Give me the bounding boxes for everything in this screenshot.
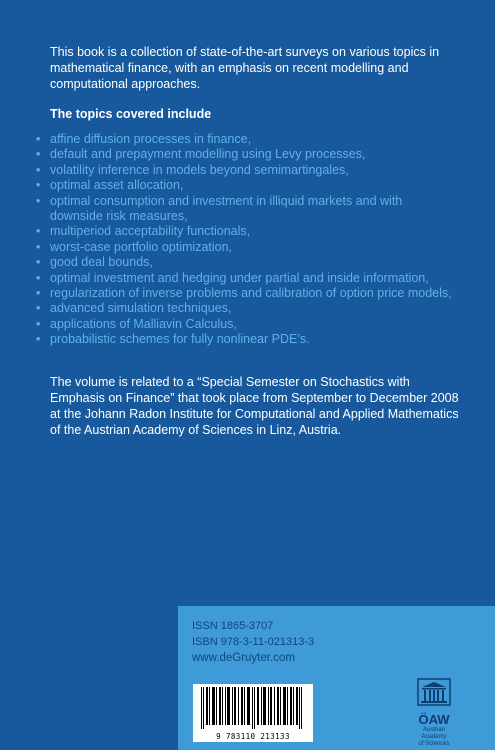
topics-heading: The topics covered include xyxy=(50,107,212,121)
topics-list xyxy=(36,132,456,348)
bullet-icon: • xyxy=(36,162,41,177)
building-icon xyxy=(417,678,451,706)
logo-text: ÖAW xyxy=(418,712,450,727)
intro-paragraph: This book is a collection of state-of-the-art surveys on various topics in mathematical finance, with an emphasis on recent modelling and computational approaches. xyxy=(50,45,440,91)
barcode xyxy=(193,684,313,742)
bullet-icon: • xyxy=(36,332,41,347)
list-item: • affine diffusion processes in finance, xyxy=(36,132,252,146)
list-item: • regularization of inverse problems and calibration of option price models, xyxy=(36,286,452,301)
bullet-icon: • xyxy=(36,239,41,254)
list-item: • default and prepayment modelling using Levy processes, xyxy=(36,147,366,162)
list-item: • multiperiod acceptability functionals, xyxy=(36,224,251,239)
list-item: • optimal consumption and investment in illiquid markets and with downside risk measures, xyxy=(36,193,403,224)
bullet-icon: • xyxy=(36,193,41,208)
bullet-icon: • xyxy=(36,255,41,270)
bullet-icon: • xyxy=(36,286,41,301)
publisher-url: www.deGruyter.com xyxy=(192,652,295,664)
bullet-icon: • xyxy=(36,316,41,331)
bullet-icon: • xyxy=(36,224,41,239)
bullet-icon: • xyxy=(36,270,41,285)
list-item: • probabilistic schemes for fully nonlinear PDE’s. xyxy=(36,332,310,347)
bullet-icon: • xyxy=(36,301,41,316)
list-item: • good deal bounds, xyxy=(36,255,153,270)
list-item: • advanced simulation techniques, xyxy=(36,301,232,316)
list-item: • volatility inference in models beyond semimartingales, xyxy=(36,162,349,177)
logo-subtext: Austrian Academy of Sciences xyxy=(418,727,450,747)
list-item: • optimal investment and hedging under partial and inside information, xyxy=(36,270,429,285)
barcode-digits: 9 783110 213133 xyxy=(216,732,290,741)
list-item: • worst-case portfolio optimization, xyxy=(36,239,233,254)
issn: ISSN 1865-3707 xyxy=(192,620,274,632)
closing-paragraph: The volume is related to a “Special Semester on Stochastics with Emphasis on Finance” that took place from September to December 2008 at the Johann Radon Institute for Computational and Applied Mathematics of the Austrian Academy of Sciences in Linz, Austria. xyxy=(50,375,459,437)
publisher-panel xyxy=(178,606,495,750)
barcode-icon xyxy=(201,687,305,729)
bullet-icon: • xyxy=(36,132,41,146)
bullet-icon: • xyxy=(36,178,41,193)
list-item: • optimal asset allocation, xyxy=(36,178,184,193)
list-item: • applications of Malliavin Calculus, xyxy=(36,316,237,331)
isbn: ISBN 978-3-11-021313-3 xyxy=(192,636,315,648)
bullet-icon: • xyxy=(36,147,41,162)
oaw-logo xyxy=(412,678,456,748)
publication-info xyxy=(192,618,314,666)
